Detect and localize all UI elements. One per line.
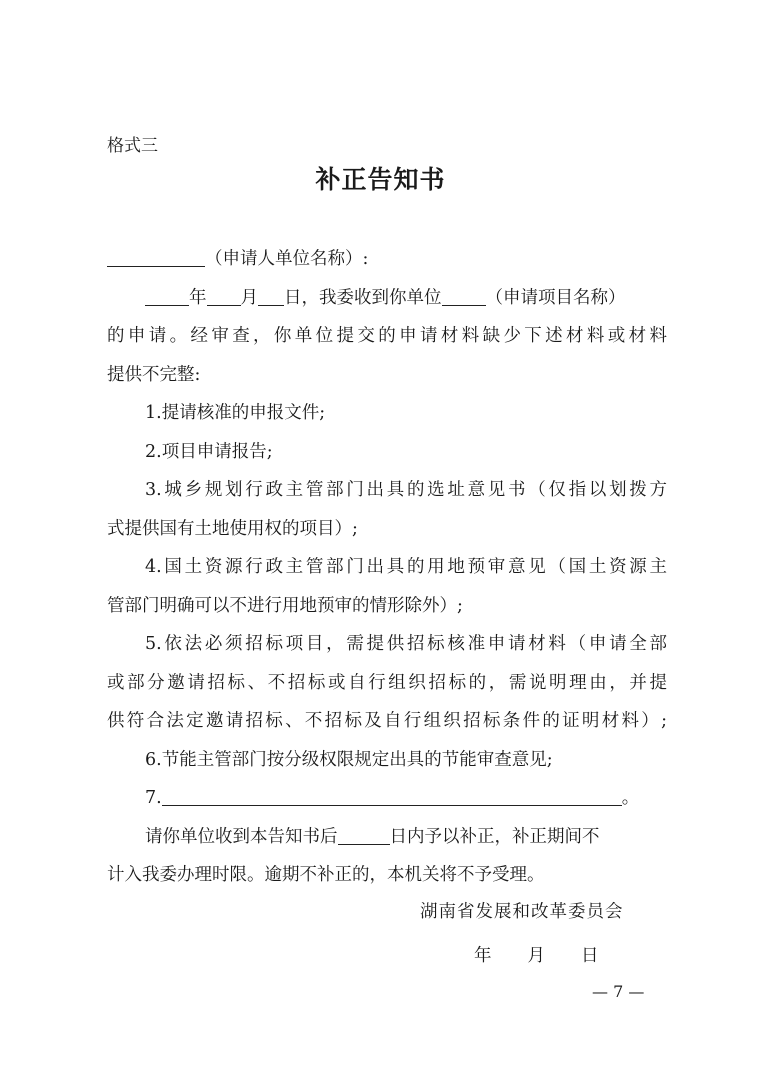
date-day: 日	[581, 946, 599, 966]
date-year: 年	[474, 946, 492, 966]
issuer-signature: 湖南省发展和改革委员会	[420, 902, 624, 922]
list-item-2: 2.项目申请报告;	[145, 441, 273, 462]
project-blank	[442, 286, 486, 305]
month-text: 月	[240, 287, 258, 308]
project-text: （申请项目名称）	[485, 287, 626, 308]
year-text: 年	[189, 287, 207, 308]
days-blank	[338, 825, 390, 844]
item7-suffix: 。	[621, 788, 640, 808]
format-label: 格式三	[107, 136, 158, 156]
date-month: 月	[527, 946, 545, 966]
applicant-name-blank	[107, 248, 205, 267]
list-item-6: 6.节能主管部门按分级权限规定出具的节能审查意见;	[145, 749, 553, 770]
item7-prefix: 7.	[145, 788, 162, 808]
para1-line1	[107, 279, 667, 318]
closing-prefix: 请你单位收到本告知书后	[145, 826, 338, 847]
item7-blank	[162, 787, 622, 806]
list-item-4-line1: 4.国土资源行政主管部门出具的用地预审意见（国土资源主	[145, 557, 667, 577]
list-item-1: 1.提请核准的申报文件;	[145, 403, 326, 423]
date-line	[474, 942, 599, 967]
page-number: — 7 —	[592, 982, 645, 1001]
addressee-suffix: （申请人单位名称）:	[205, 249, 369, 269]
para1-line2: 的申请。经审查，你单位提交的申请材料缺少下述材料或材料	[107, 326, 667, 346]
addressee-line	[107, 240, 667, 279]
closing-line1	[107, 818, 667, 857]
list-item-5-line2: 或部分邀请招标、不招标或自行组织招标的，需说明理由，并提	[107, 672, 667, 693]
list-item-7	[107, 779, 667, 818]
day-text: 日，我委收到你单位	[284, 287, 442, 308]
month-blank	[207, 286, 241, 305]
list-item-3-line1: 3.城乡规划行政主管部门出具的选址意见书（仅指以划拨方	[145, 480, 667, 500]
para1-line3: 提供不完整:	[107, 364, 201, 385]
closing-line2: 计入我委办理时限。逾期不补正的，本机关将不予受理。	[107, 865, 545, 885]
list-item-4-line2: 管部门明确可以不进行用地预审的情形除外）;	[107, 595, 463, 616]
year-blank	[145, 286, 189, 305]
document-body	[107, 240, 667, 895]
list-item-3-line2: 式提供国有土地使用权的项目）;	[107, 518, 358, 539]
list-item-5-line1: 5.依法必须招标项目，需提供招标核准申请材料（申请全部	[145, 634, 667, 654]
day-blank	[258, 286, 284, 305]
closing-suffix: 日内予以补正，补正期间不	[389, 826, 600, 847]
list-item-5-line3: 供符合法定邀请招标、不招标及自行组织招标条件的证明材料）;	[107, 711, 667, 731]
document-title: 补正告知书	[315, 165, 446, 194]
